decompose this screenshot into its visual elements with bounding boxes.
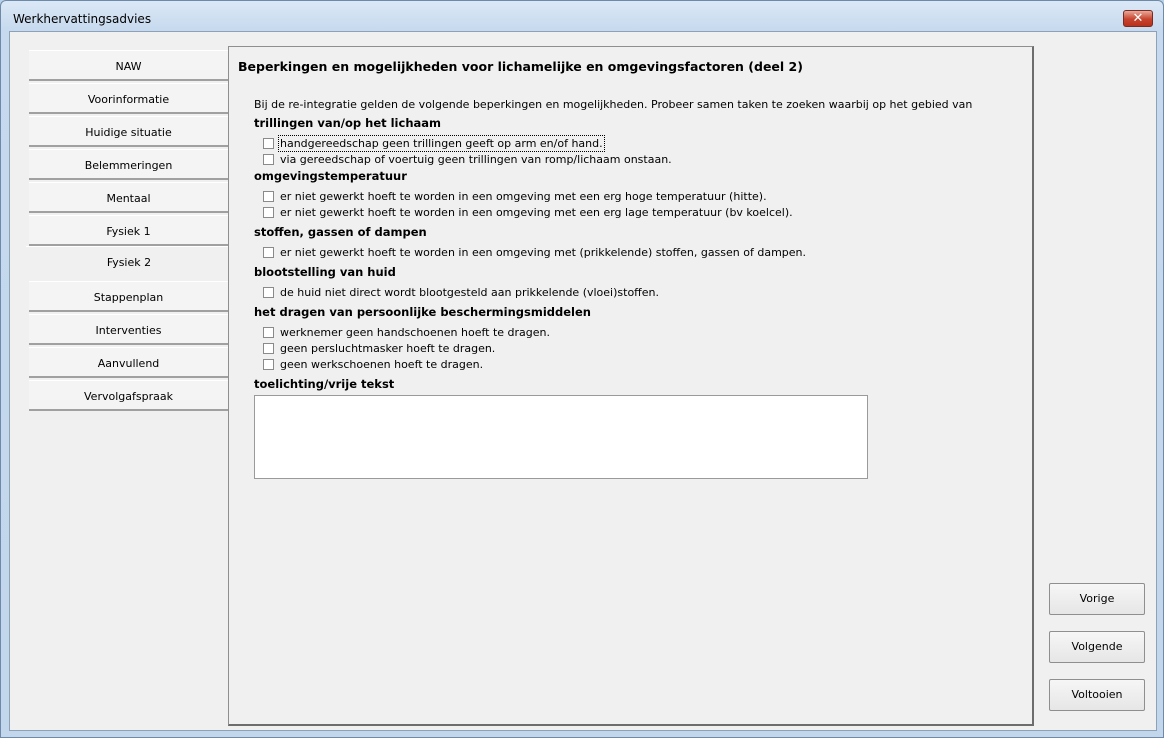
notes-heading: toelichting/vrije tekst: [254, 377, 395, 391]
tab-label: Belemmeringen: [84, 159, 173, 172]
tab-label: Fysiek 2: [106, 256, 152, 269]
checkbox-label[interactable]: werknemer geen handschoenen hoeft te dragen.: [280, 325, 551, 339]
checkbox-label[interactable]: geen werkschoenen hoeft te dragen.: [280, 357, 484, 371]
tab-stappenplan[interactable]: [29, 281, 228, 312]
checkbox-label[interactable]: geen persluchtmasker hoeft te dragen.: [280, 341, 496, 355]
checkbox[interactable]: [263, 343, 274, 354]
checkbox[interactable]: [263, 247, 274, 258]
previous-button[interactable]: Vorige: [1049, 583, 1145, 615]
tab-label: Mentaal: [106, 192, 151, 205]
section-heading-huid: blootstelling van huid: [254, 265, 396, 279]
tab-fysiek-2[interactable]: [26, 246, 232, 279]
section-heading-omgevingstemperatuur: omgevingstemperatuur: [254, 169, 407, 183]
checkbox-row[interactable]: [263, 245, 806, 259]
tab-label: Interventies: [95, 324, 162, 337]
tab-aanvullend[interactable]: [29, 347, 228, 378]
checkbox[interactable]: [263, 287, 274, 298]
next-button[interactable]: Volgende: [1049, 631, 1145, 663]
checkbox[interactable]: [263, 359, 274, 370]
checkbox[interactable]: [263, 207, 274, 218]
section-heading-beschermingsmiddelen: het dragen van persoonlijke beschermingsmiddelen: [254, 305, 591, 319]
window-title: Werkhervattingsadvies: [13, 12, 152, 26]
tab-mentaal[interactable]: [29, 182, 228, 213]
intro-text: Bij de re-integratie gelden de volgende beperkingen en mogelijkheden. Probeer samen taken te zoeken waarbij op het gebied van: [254, 98, 973, 111]
tab-fysiek-1[interactable]: [29, 215, 228, 246]
tab-label: Voorinformatie: [87, 93, 170, 106]
page-title: Beperkingen en mogelijkheden voor lichamelijke en omgevingsfactoren (deel 2): [238, 59, 803, 74]
tab-huidige-situatie[interactable]: [29, 116, 228, 147]
checkbox-row[interactable]: [263, 325, 550, 339]
tab-belemmeringen[interactable]: [29, 149, 228, 180]
checkbox-label[interactable]: handgereedschap geen trillingen geeft op arm en/of hand.: [280, 136, 603, 150]
checkbox[interactable]: [263, 154, 274, 165]
section-heading-stoffen: stoffen, gassen of dampen: [254, 225, 427, 239]
checkbox-row[interactable]: [263, 285, 659, 299]
section-heading-trillingen: trillingen van/op het lichaam: [254, 116, 442, 130]
checkbox-row[interactable]: [263, 341, 495, 355]
checkbox[interactable]: [263, 138, 274, 149]
title-bar: [1, 1, 1163, 31]
notes-textarea[interactable]: [254, 395, 868, 479]
dialog-client-area: [9, 31, 1157, 731]
checkbox[interactable]: [263, 327, 274, 338]
close-icon: ✕: [1132, 11, 1144, 26]
checkbox-row[interactable]: [263, 136, 603, 150]
tab-label: Vervolgafspraak: [84, 390, 173, 403]
checkbox-label[interactable]: er niet gewerkt hoeft te worden in een omgeving met een erg hoge temperatuur (hitte).: [280, 189, 767, 203]
checkbox-row[interactable]: [263, 357, 483, 371]
tab-label: Fysiek 1: [106, 225, 151, 238]
tab-voorinformatie[interactable]: [29, 83, 228, 114]
tab-label: NAW: [115, 60, 142, 73]
finish-button[interactable]: Voltooien: [1049, 679, 1145, 711]
tab-interventies[interactable]: [29, 314, 228, 345]
close-button[interactable]: [1123, 10, 1153, 27]
checkbox[interactable]: [263, 191, 274, 202]
checkbox-label[interactable]: via gereedschap of voertuig geen trillingen van romp/lichaam onstaan.: [280, 152, 672, 166]
checkbox-label[interactable]: de huid niet direct wordt blootgesteld aan prikkelende (vloei)stoffen.: [280, 285, 659, 299]
checkbox-row[interactable]: [263, 152, 672, 166]
tab-vervolgafspraak[interactable]: [29, 380, 228, 411]
tab-label: Aanvullend: [97, 357, 160, 370]
content-panel: [228, 46, 1034, 726]
checkbox-row[interactable]: [263, 205, 793, 219]
checkbox-label[interactable]: er niet gewerkt hoeft te worden in een omgeving met een erg lage temperatuur (bv koelcel).: [280, 205, 793, 219]
tab-label: Huidige situatie: [85, 126, 172, 139]
checkbox-row[interactable]: [263, 189, 767, 203]
tab-naw[interactable]: [29, 50, 228, 81]
checkbox-label[interactable]: er niet gewerkt hoeft te worden in een omgeving met (prikkelende) stoffen, gassen of dampen.: [280, 245, 807, 259]
tab-label: Stappenplan: [93, 291, 164, 304]
